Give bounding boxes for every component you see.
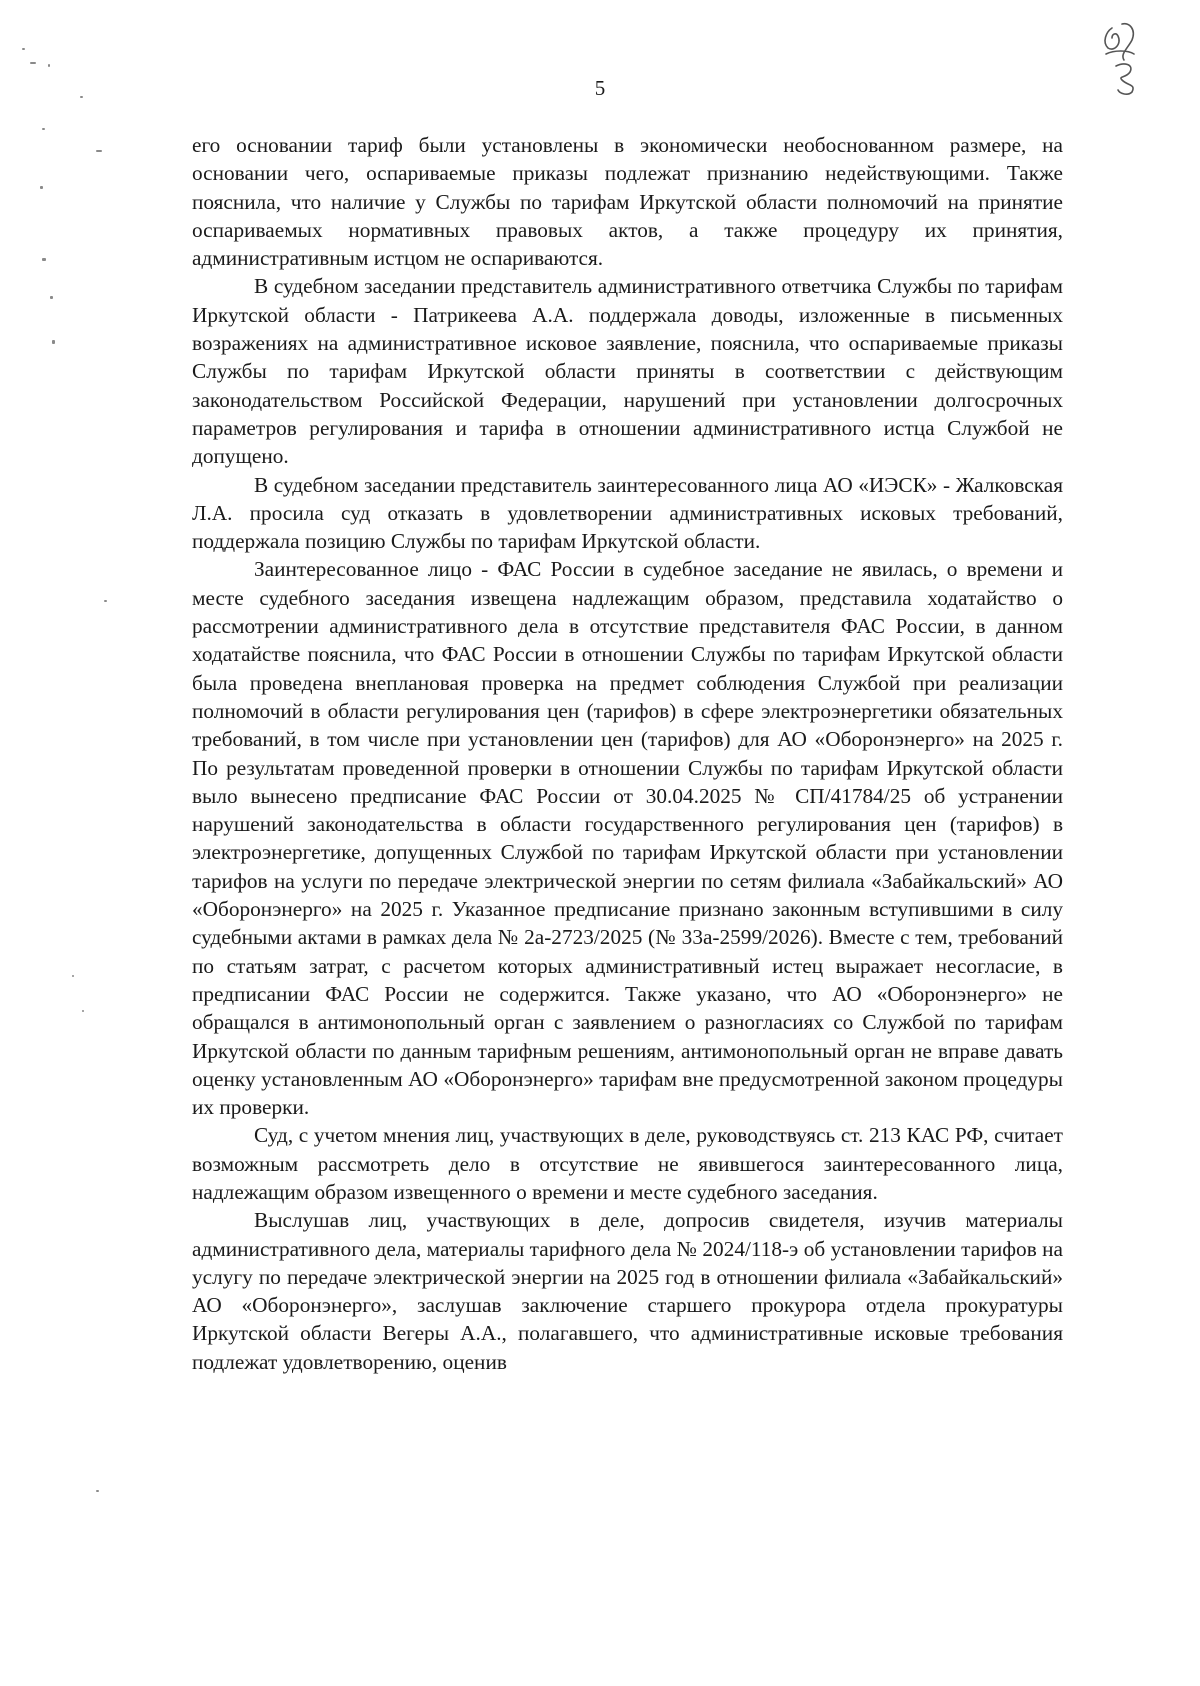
paragraph: Выслушав лиц, участвующих в деле, допросив свидетеля, изучив материалы административного дела, материалы тарифного дела № 2024/118-э об установлении тарифов на услугу по передаче электрической энергии на 2025 год в отношении филиала «Забайкальский» АО «Оборонэнерго», заслушав заключение старшего прокурора отдела прокуратуры Иркутской области Вегеры А.А., полагавшего, что административные исковые требования подлежат удовлетворению, оценив — [192, 1208, 1063, 1374]
scan-speck — [80, 96, 83, 98]
paragraph: В судебном заседании представитель заинтересованного лица АО «ИЭСК» - Жалковская Л.А. просила суд отказать в удовлетворении административных исковых требований, поддержала позицию Службы по тарифам Иркутской области. — [192, 472, 1063, 554]
scan-speck — [52, 340, 55, 344]
scan-speck — [82, 1010, 84, 1012]
page-number: 5 — [594, 76, 606, 100]
scan-speck — [48, 64, 50, 67]
scan-speck — [40, 186, 43, 189]
scan-speck — [96, 1490, 99, 1492]
paragraph: Суд, с учетом мнения лиц, участвующих в деле, руководствуясь ст. 213 КАС РФ, считает возможным рассмотреть дело в отсутствие не явившегося заинтересованного лица, надлежащим образом извещенного о времени и месте судебного заседания. — [192, 1123, 1063, 1204]
scan-speck — [96, 150, 102, 152]
paragraph: В судебном заседании представитель административного ответчика Службы по тарифам Иркутской области - Патрикеева А.А. поддержала доводы, изложенные в письменных возражениях на административное исковое заявление, пояснила, что оспариваемые приказы Службы по тарифам Иркутской области приняты в соответствии с действующим законодательством Российской Федерации, нарушений при установлении долгосрочных параметров регулирования и тарифа в отношении административного истца Службой не допущено. — [192, 274, 1063, 469]
scan-speck — [42, 258, 46, 261]
scan-speck — [50, 296, 53, 299]
paragraph: Заинтересованное лицо - ФАС России в судебное заседание не явилась, о времени и месте судебного заседания извещена надлежащим образом, представила ходатайство о рассмотрении административного дела в отсутствие представителя ФАС России, в данном ходатайстве пояснила, что ФАС России в отношении Службы по тарифам Иркутской области была проведена внеплановая проверка на предмет соблюдения Службой при реализации полномочий в области регулирования цен (тарифов) в сфере электроэнергетики обязательных требований, в том числе при установлении цен (тарифов) для АО «Оборонэнерго» на 2025 г. По результатам проведенной проверки в отношении Службы по тарифам Иркутской области выло вынесено предписание ФАС России от 30.04.2025 № СП/41784/25 об устранении нарушений законодательства в области государственного регулирования цен (тарифов) в электроэнергетике, допущенных Службой по тарифам Иркутской области при установлении тарифов на услуги по передаче электрической энергии по сетям филиала «Забайкальский» АО «Оборонэнерго» на 2025 г. Указанное предписание признано законным вступившими в силу судебными актами в рамках дела № 2а-2723/2025 (№ 33а-2599/2026). Вместе с тем, требований по статьям затрат, с расчетом которых административный истец выражает несогласие, в предписании ФАС России не содержится. Также указано, что АО «Оборонэнерго» не обращался в антимонопольный орган с заявлением о разногласиях со Службой по тарифам Иркутской области по данным тарифным решениям, антимонопольный орган не вправе давать оценку установленным АО «Оборонэнерго» тарифам вне предусмотренной законом процедуры их проверки. — [192, 557, 1063, 1120]
scan-speck — [30, 62, 36, 64]
scan-speck — [104, 600, 107, 602]
scan-speck — [42, 128, 45, 130]
handwritten-annotation — [1072, 14, 1162, 104]
document-body — [192, 131, 1063, 1376]
scan-speck — [72, 975, 74, 977]
paragraph: его основании тариф были установлены в экономически необоснованном размере, на основании чего, оспариваемые приказы подлежат признанию недействующими. Также пояснила, что наличие у Службы по тарифам Иркутской области полномочий на принятие оспариваемых нормативных правовых актов, а также процедуру их принятия, административным истцом не оспариваются. — [192, 133, 1063, 271]
scan-speck — [22, 48, 25, 50]
